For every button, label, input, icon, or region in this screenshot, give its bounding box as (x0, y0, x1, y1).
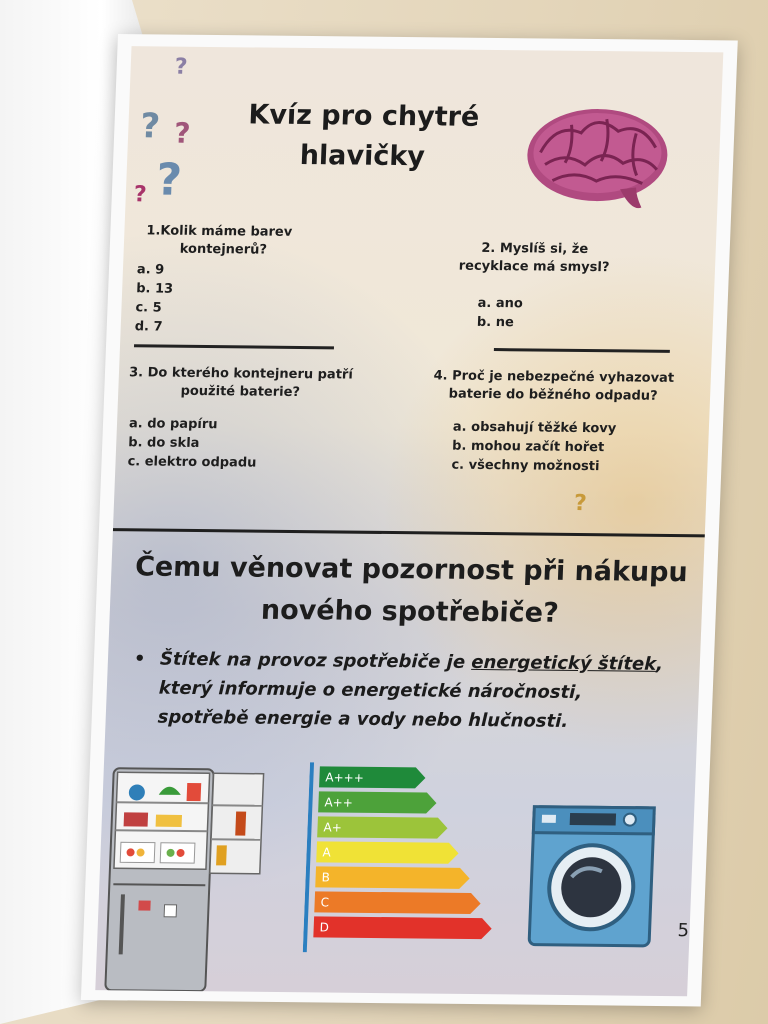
question-3-option-a: a. do papíru (128, 416, 218, 433)
quiz-question-3 (117, 364, 361, 474)
bullet-text-line3: spotřebě energie a vody nebo hlučnosti. (157, 706, 569, 732)
question-4-option-b: b. mohou začít hořet (451, 438, 605, 456)
question-1-option-d: d. 7 (134, 319, 163, 335)
fridge-icon (101, 764, 270, 996)
energy-class-arrow (313, 916, 492, 939)
quiz-question-4 (425, 367, 679, 477)
question-3-title-line1: 3. Do kterého kontejneru patří (128, 365, 354, 383)
brain-icon (523, 102, 677, 216)
question-4-option-a: a. obsahují těžké kovy (452, 419, 617, 437)
question-mark-icon: ? (133, 182, 148, 208)
quiz-divider-left (134, 344, 334, 349)
energy-label-icon (303, 762, 510, 954)
energy-class-arrow (314, 891, 481, 914)
question-2-title-line2: recyklace má smysl? (458, 258, 610, 276)
quiz-question-2 (437, 239, 630, 333)
section-divider (113, 528, 723, 537)
energy-label-term: energetický štítek (470, 651, 657, 675)
bullet-text-start: Štítek na provoz spotřebiče je (159, 648, 472, 673)
question-2-option-a: a. ano (477, 295, 524, 312)
quiz-question-1 (134, 222, 298, 338)
question-mark-icon: ? (139, 106, 161, 147)
section-title-line2: nového spotřebiče? (260, 594, 560, 629)
question-3-title-line2: použité baterie? (180, 383, 301, 401)
section-title (109, 546, 712, 636)
question-mark-icon: ? (155, 154, 183, 206)
quiz-divider-right (494, 348, 670, 353)
energy-class-label: A++ (324, 795, 354, 810)
energy-class-label: B (321, 870, 331, 885)
quiz-title-line1: Kvíz pro chytré (247, 99, 480, 133)
page-content (95, 46, 723, 996)
question-2-option-b: b. ne (476, 314, 515, 331)
energy-class-label: A+++ (325, 770, 365, 785)
question-1-option-b: b. 13 (135, 281, 174, 297)
question-3-option-c: c. elektro odpadu (127, 454, 257, 471)
question-4-title-line1: 4. Proč je nebezpečné vyhazovat (433, 368, 675, 386)
quiz-title-line2: hlavičky (299, 139, 426, 173)
energy-class-arrow (316, 841, 459, 863)
energy-label-bullet (157, 645, 680, 737)
question-mark-icon: ? (173, 116, 192, 150)
question-mark-icon: ? (573, 490, 588, 517)
question-mark-icon: ? (174, 54, 188, 80)
energy-class-label: C (320, 895, 330, 910)
energy-class-arrow (315, 866, 470, 889)
energy-label-bar (303, 762, 314, 952)
booklet-page (81, 34, 738, 1006)
bullet-text-comma: , (655, 653, 664, 675)
page-number: 5 (677, 920, 690, 942)
bullet-text-line2: který informuje o energetické náročnosti, (158, 677, 583, 704)
section-title-line1: Čemu věnovat pozornost při nákupu (134, 551, 689, 589)
question-1-title-line2: kontejnerů? (179, 241, 268, 258)
question-2-title-line1: 2. Myslíš si, že (481, 240, 589, 257)
washing-machine-icon (525, 803, 659, 950)
quiz-title (237, 95, 490, 178)
question-3-option-b: b. do skla (128, 435, 200, 451)
question-4-option-c: c. všechny možnosti (451, 457, 600, 475)
energy-class-label: A+ (323, 820, 343, 835)
energy-class-label: D (319, 920, 330, 935)
question-1-title-line1: 1.Kolik máme barev (146, 223, 293, 240)
question-1-option-c: c. 5 (135, 300, 162, 316)
energy-class-label: A (322, 845, 332, 860)
question-4-title-line2: baterie do běžného odpadu? (448, 386, 658, 404)
question-1-option-a: a. 9 (136, 262, 165, 278)
